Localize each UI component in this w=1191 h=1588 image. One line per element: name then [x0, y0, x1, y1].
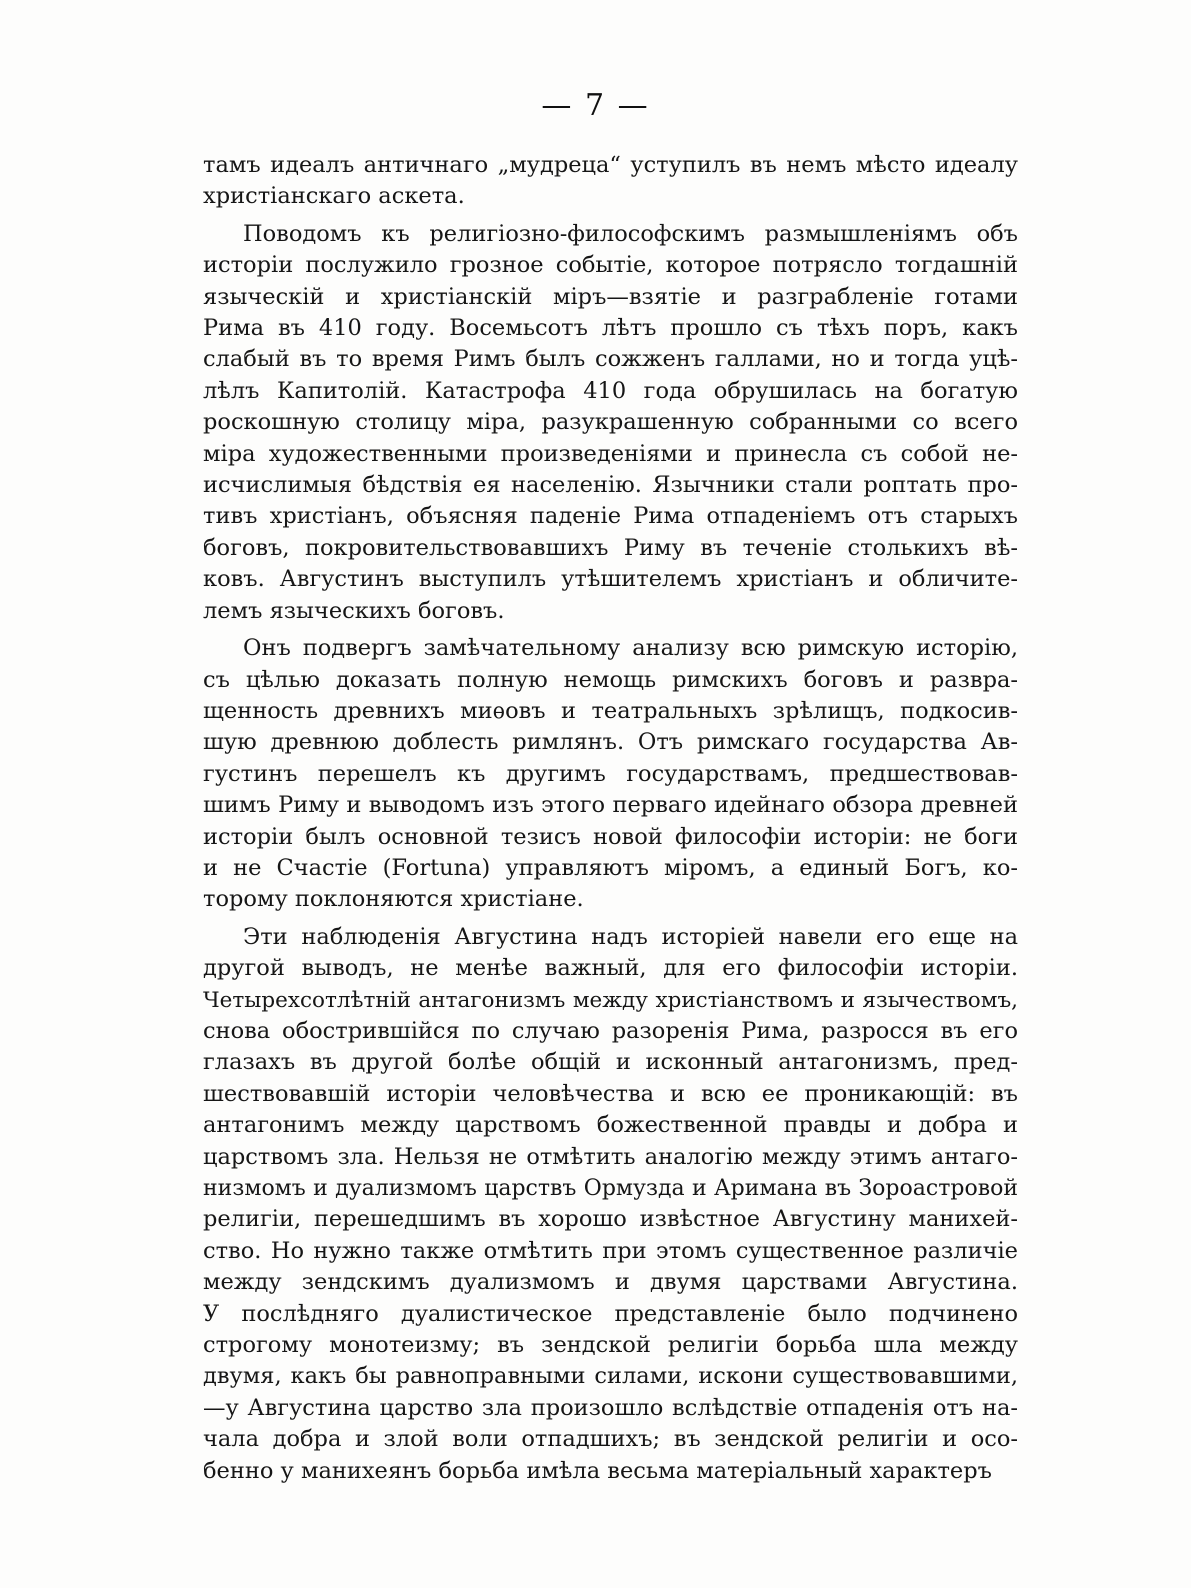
text-line: —у Августина царство зла произошло вслѣдствіе отпаденія отъ на- — [203, 1394, 1018, 1421]
text-line: строгому монотеизму; въ зендской религіи борьба шла между — [203, 1332, 1018, 1359]
text-line: Эти наблюденія Августина надъ исторіей навели его еще на — [243, 923, 1018, 950]
text-line: боговъ, покровительствовавшихъ Риму въ теченіе столькихъ вѣ- — [203, 534, 1018, 561]
paragraph — [203, 633, 1018, 916]
text-line: христіанскаго аскета. — [203, 183, 465, 210]
text-line: шимъ Риму и выводомъ изъ этого перваго идейнаго обзора древней — [203, 792, 1018, 819]
text-line: роскошную столицу міра, разукрашенную собранными со всего — [203, 409, 1018, 436]
text-line: лемъ языческихъ боговъ. — [203, 597, 505, 624]
paragraph — [203, 150, 1018, 213]
text-line: міра художественными произведеніями и принесла съ собой не- — [203, 440, 1018, 467]
text-line: религіи, перешедшимъ въ хорошо извѣстное Августину манихей- — [203, 1206, 1018, 1233]
text-line: чала добра и злой воли отпадшихъ; въ зендской религіи и осо- — [203, 1426, 1018, 1453]
text-line: другой выводъ, не менѣе важный, для его философіи исторіи. — [203, 955, 1018, 982]
text-line: съ цѣлью доказать полную немощь римскихъ боговъ и развра- — [203, 666, 1018, 693]
text-line: Поводомъ къ религіозно-философскимъ размышленіямъ объ — [243, 220, 1018, 247]
text-line: щенность древнихъ миѳовъ и театральныхъ зрѣлищъ, подкосив- — [203, 697, 1018, 724]
text-line: ковъ. Августинъ выступилъ утѣшителемъ христіанъ и обличите- — [203, 566, 1018, 593]
text-line: антагонимъ между царствомъ божественной правды и добра и — [203, 1112, 1018, 1139]
text-line: слабый въ то время Римъ былъ сожженъ галлами, но и тогда уцѣ- — [203, 346, 1018, 373]
text-line: снова обострившійся по случаю разоренія Рима, разросся въ его — [203, 1017, 1018, 1044]
text-line: глазахъ въ другой болѣе общій и исконный антагонизмъ, пред- — [203, 1049, 1018, 1076]
text-line: двумя, какъ бы равноправными силами, искони существовавшими, — [203, 1363, 1018, 1390]
body-text — [203, 150, 1018, 1487]
text-line: густинъ перешелъ къ другимъ государствамъ, предшествовав- — [203, 760, 1018, 787]
text-line: исчислимыя бѣдствія ея населенію. Язычники стали роптать про- — [203, 472, 1018, 499]
text-line: Четырехсотлѣтній антагонизмъ между христіанствомъ и язычествомъ, — [203, 987, 1018, 1013]
text-line: Рима въ 410 году. Восемьсотъ лѣтъ прошло съ тѣхъ поръ, какъ — [203, 315, 1018, 342]
text-line: ство. Но нужно также отмѣтить при этомъ существенное различіе — [203, 1237, 1018, 1264]
text-line: языческій и христіанскій міръ—взятіе и разграбленіе готами — [203, 283, 1018, 310]
page-number: — 7 — — [541, 88, 650, 123]
text-line: тамъ идеалъ античнаго „мудреца“ уступилъ въ немъ мѣсто идеалу — [203, 152, 1018, 178]
text-line: Онъ подвергъ замѣчательному анализу всю римскую исторію, — [243, 635, 1018, 662]
text-line: между зендскимъ дуализмомъ и двумя царствами Августина. — [203, 1269, 1018, 1296]
text-line: У послѣдняго дуалистическое представленіе было подчинено — [203, 1300, 1018, 1327]
text-line: шую древнюю доблесть римлянъ. Отъ римскаго государства Ав- — [203, 729, 1018, 756]
text-line: торому поклоняются христіане. — [203, 886, 584, 913]
text-line: исторіи былъ основной тезисъ новой философіи исторіи: не боги — [203, 823, 1018, 850]
text-line: лѣлъ Капитолій. Катастрофа 410 года обрушилась на богатую — [203, 377, 1018, 404]
paragraph — [203, 219, 1018, 627]
text-line: царствомъ зла. Нельзя не отмѣтить аналогію между этимъ антаго- — [203, 1143, 1018, 1170]
paragraph — [203, 922, 1018, 1487]
text-line: бенно у манихеянъ борьба имѣла весьма матеріальный характеръ — [203, 1457, 992, 1484]
text-line: низмомъ и дуализмомъ царствъ Ормузда и Аримана въ Зороастровой — [203, 1176, 1018, 1201]
text-line: исторіи послужило грозное событіе, которое потрясло тогдашній — [203, 252, 1018, 279]
text-line: и не Счастіе (Fortuna) управляютъ міромъ, а единый Богъ, ко- — [203, 854, 1018, 881]
text-line: тивъ христіанъ, объясняя паденіе Рима отпаденіемъ отъ старыхъ — [203, 503, 1018, 530]
text-line: шествовавшій исторіи человѣчества и всю ее проникающій: въ — [203, 1080, 1018, 1107]
